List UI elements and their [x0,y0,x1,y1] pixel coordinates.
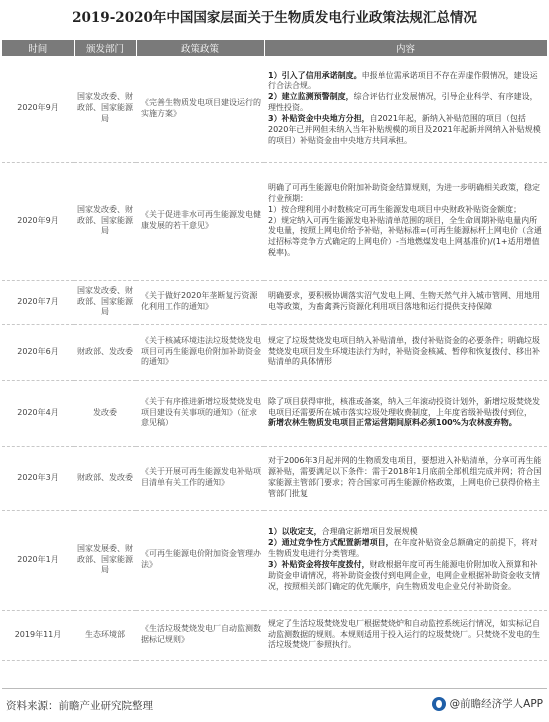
content-bold: 2）通过竞争性方式配置新增项目， [268,538,394,548]
content-text: 2）规定纳入可再生能源发电补贴清单范围的项目，全生命周期补贴电量内所发电量，按照上网电价给予补贴，补贴标准=(可再生能源标杆上网电价（含通过招标等竞争方式确定的上网电价）-当地燃煤发电上网基准价)/(1+适用增值税率)。 [268,215,542,258]
row-content [264,324,547,380]
row-policy: 《关于促进非水可再生能源发电健康发展的若干意见》 [136,162,264,280]
row-time: 2020年6月 [2,324,74,380]
row-content [264,56,547,162]
row-content [264,510,547,610]
row-time: 2020年1月 [2,510,74,610]
header-policy: 政策政策 [136,40,264,56]
row-content [264,380,547,446]
row-policy: 《可再生能源电价附加资金管理办法》 [136,510,264,610]
content-line [268,336,543,369]
row-time: 2020年3月 [2,446,74,510]
row-dept: 国家发改委、财政部、国家能源局 [74,56,136,162]
content-bold: 3）补贴资金将按年度拨付， [268,560,370,569]
footer [0,682,549,722]
row-content [264,280,547,324]
content-text: 明确了可再生能源电价附加补助资金结算规则，为进一步明确相关政策，稳定行业预期： [268,182,540,203]
row-time: 2020年4月 [2,380,74,446]
header-dept: 颁发部门 [74,40,136,56]
content-line [268,291,543,313]
table-header-row [2,40,547,56]
table-row [2,280,547,324]
content-line [268,114,543,147]
content-text: 对于2006年3月起并网的生物质发电项目，要想进入补贴清单，分享可再生能源补贴，需要满足以下条件：需于2018年1月底前全部机组完成并网；符合国家能源主管部门要求；符合国家可再生能源价格政策，上网电价已获得价格主管部门批复 [268,456,542,498]
content-bold: 2）建立监测预警制度， [268,92,354,102]
content-line [268,216,543,260]
content-bold: 3）补贴资金中央地方分担， [268,114,370,124]
table-row [2,56,547,162]
table-row [2,380,547,446]
row-policy: 《关于核减环境违法垃圾焚烧发电项目可再生能源电价附加补助资金的通知》 [136,324,264,380]
content-bold: 1）引入了信用承诺制度。 [268,70,362,80]
content-text: 规定了垃圾焚烧发电项目纳入补贴清单，拨付补贴资金的必要条件；明确垃圾焚烧发电项目发生环境违法行为时，补贴资金核减、暂停和恢复拨付、移出补贴清单的具体情形 [268,335,540,367]
content-text: 1）按合理利用小时数核定可再生能源发电项目中央财政补贴资金额度； [268,204,522,214]
content-text: 综合评估行业发展情况，引导企业科学、有序建设，理性投资。 [268,92,538,113]
table-row [2,162,547,280]
content-text: 财政根据年度可再生能源电价附加收入预算和补助资金申请情况，将补助资金拨付到电网企业，电网企业根据补助资金收支情况，按照相关部门确定的优先顺序，向生物质发电企业兑付补助资金。 [268,560,540,591]
row-policy: 《关于开展可再生能源发电补贴项目清单有关工作的通知》 [136,446,264,510]
row-dept: 财政部、发改委 [74,446,136,510]
content-line [268,397,543,419]
table-row [2,324,547,380]
table-row [2,510,547,610]
brand-watermark [432,696,543,711]
table-body [2,56,547,660]
content-bold: 1）以收定支， [268,527,322,537]
content-text: 申报单位需承诺项目不存在弄虚作假情况，建设运行合法合规。 [268,70,538,91]
table-row [2,446,547,510]
content-text: 合理确定新增项目发展规模 [321,527,418,537]
row-time: 2020年9月 [2,56,74,162]
header-time: 时间 [2,40,74,56]
row-time: 2020年7月 [2,280,74,324]
content-line [268,527,543,538]
brand-label: @前瞻经济学人APP [449,698,543,710]
content-text: 规定了生活垃圾焚烧发电厂根据焚烧炉和自动监控系统运行情况，如实标记自动监测数据的规则。本规则适用于投入运行的垃圾焚烧厂。只焚烧不发电的生活垃圾焚烧厂参照执行。 [268,618,540,650]
row-policy: 《关于做好2020年垄断复污资源化利用工作的通知》 [136,280,264,324]
row-dept: 国家发展委、财政部、国家能源局 [74,510,136,610]
content-line [268,418,543,429]
row-policy: 《生活垃圾焚烧发电厂自动监测数据标记规则》 [136,610,264,660]
content-text: 除了项目获得审批，核准或备案，纳入三年滚动投资计划外，新增垃圾焚烧发电项目还需要所在城市落实垃圾处理收费制度，上年度省级补贴拨付到位， [268,396,540,417]
content-text: 自2021年起，新纳入补贴范围的项目（包括2020年已并网但未纳入当年补贴规模的项目及2021年起新并网纳入补贴规模的项目）补贴资金由中央地方共同承担。 [268,114,541,146]
row-dept: 发改委 [74,380,136,446]
content-line [268,456,543,500]
row-content [264,162,547,280]
content-bold: 新增农林生物质发电项目正常运营期间原料必须100%为农林废弃物。 [268,418,517,428]
row-time: 2020年9月 [2,162,74,280]
footer-divider [2,688,547,689]
row-policy: 《完善生物质发电项目建设运行的实施方案》 [136,56,264,162]
content-line [268,560,543,593]
row-dept: 国家发改委、财政部、国家能源局 [74,162,136,280]
row-dept: 生态环境部 [74,610,136,660]
policy-table [2,40,548,661]
content-line [268,619,543,652]
content-text: 在年度补贴资金总额确定的前提下，将对生物质发电进行分类管理。 [268,538,538,559]
header-content: 内容 [264,40,547,56]
source-note: 资料来源：前瞻产业研究院整理 [6,700,153,712]
row-dept: 国家发改委、财政部、国家能源局 [74,280,136,324]
content-line [268,538,543,560]
content-text: 明确要求，要积极协调落实沼气发电上网、生物天然气并入城市管网、用地用电等政策，为畜禽粪污资源化利用项目落地和运行提供支持保障 [268,291,540,311]
qianzhan-logo-icon [432,697,446,711]
page-title: 2019-2020年中国国家层面关于生物质发电行业政策法规汇总情况 [72,10,477,26]
row-dept: 财政部、发改委 [74,324,136,380]
row-policy: 《关于有序推进新增垃圾焚烧发电项目建设有关事项的通知》（征求意见稿） [136,380,264,446]
row-content [264,446,547,510]
content-line [268,205,543,216]
table-row [2,610,547,660]
content-line [268,92,543,114]
row-content [264,610,547,660]
content-line [268,183,543,205]
row-time: 2019年11月 [2,610,74,660]
content-line [268,71,543,93]
